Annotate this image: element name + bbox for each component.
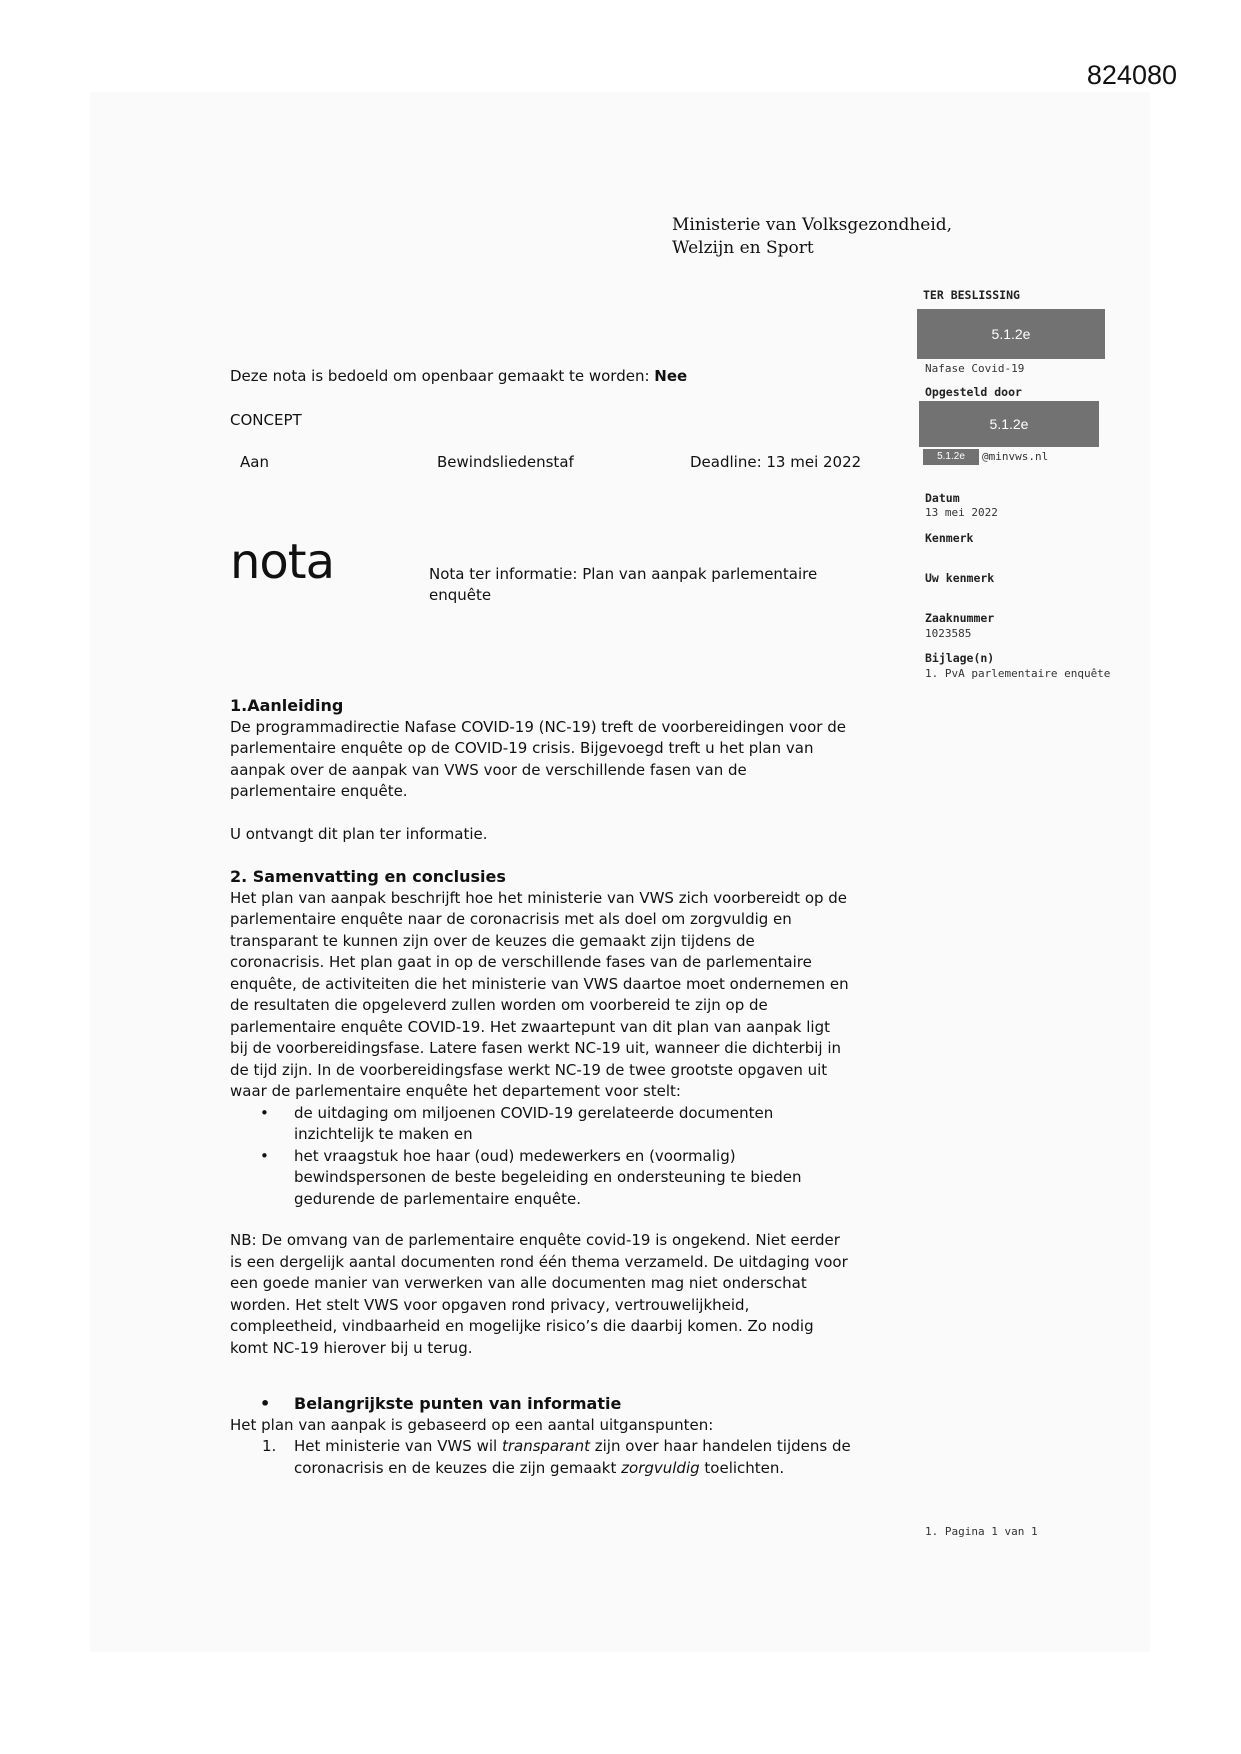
ministry-line-2: Welzijn en Sport [672, 238, 814, 258]
public-notice-value: Nee [654, 367, 688, 385]
text-line: inzichtelijk te maken en [294, 1125, 473, 1143]
text-line: komt NC-19 hierover bij u terug. [230, 1338, 473, 1357]
text-fragment: toelichten. [699, 1458, 785, 1477]
department-value: Nafase Covid-19 [925, 362, 1025, 375]
deadline: Deadline: 13 mei 2022 [690, 453, 862, 471]
redaction-box-1: 5.1.2e [917, 309, 1105, 359]
text-line: parlementaire enquête. [230, 782, 408, 800]
section-2-bullets [230, 1103, 910, 1211]
subject-line-2: enquête [429, 586, 492, 604]
to-label: Aan [240, 453, 269, 471]
list-number: 1. [262, 1437, 277, 1455]
reference-label: Kenmerk [925, 531, 974, 545]
section-1-paragraph [230, 717, 910, 803]
list-item [230, 1103, 910, 1146]
prepared-by-label: Opgesteld door [925, 385, 1022, 399]
section-3-numbered-list [230, 1436, 910, 1479]
section-samenvatting [230, 866, 910, 1210]
ministry-line-1: Ministerie van Volksgezondheid, [672, 215, 953, 235]
section-belangrijkste-punten [230, 1393, 910, 1479]
section-3-heading: • Belangrijkste punten van informatie [230, 1393, 910, 1415]
text-line: bij de voorbereidingsfase. Latere fasen werkt NC-19 uit, wanneer die dichterbij in [230, 1039, 842, 1057]
text-line: waar de parlementaire enquête het departement voor stelt: [230, 1082, 681, 1100]
list-item [230, 1146, 910, 1211]
text-line: Het plan van aanpak beschrijft hoe het ministerie van VWS zich voorbereidt op de [230, 888, 848, 907]
ministry-logo-text [672, 214, 952, 260]
text-line: gedurende de parlementaire enquête. [294, 1189, 581, 1208]
attachments-value: 1. PvA parlementaire enquête [925, 667, 1111, 680]
text-line: het vraagstuk hoe haar (oud) medewerkers en (voormalig) [294, 1146, 736, 1165]
page-of: van [1004, 1525, 1025, 1538]
nota-heading: nota [230, 534, 335, 590]
section-aanleiding [230, 695, 910, 846]
subject-line-1: Nota ter informatie: Plan van aanpak parlementaire [429, 565, 818, 583]
text-line: transparant te kunnen zijn over de keuzes die gemaakt zijn tijdens de [230, 931, 755, 950]
text-fragment: Het ministerie van VWS wil [294, 1437, 502, 1455]
nb-paragraph [230, 1230, 910, 1359]
date-value: 13 mei 2022 [925, 506, 998, 519]
redaction-box-3: 5.1.2e [923, 449, 979, 465]
section-1-note: U ontvangt dit plan ter informatie. [230, 825, 488, 843]
text-line: parlementaire enquête op de COVID-19 crisis. Bijgevoegd treft u het plan van [230, 739, 814, 757]
status-label: TER BESLISSING [923, 288, 1020, 302]
section-2-heading: 2. Samenvatting en conclusies [230, 867, 506, 886]
page-prefix: 1. Pagina [925, 1525, 985, 1538]
case-number-label: Zaaknummer [925, 611, 995, 625]
text-line: een goede manier van verwerken van alle documenten mag niet onderschat [230, 1274, 807, 1292]
text-line: de uitdaging om miljoenen COVID-19 gerelateerde documenten [294, 1103, 774, 1122]
section-3-heading-list [230, 1393, 910, 1415]
public-notice-text: Deze nota is bedoeld om openbaar gemaakt te worden: [230, 367, 650, 385]
page-total: 1 [1030, 1525, 1038, 1538]
text-line: de tijd zijn. In de voorbereidingsfase werkt NC-19 de twee grootste opgaven uit [230, 1060, 828, 1079]
text-line: is een dergelijk aantal documenten rond één thema verzameld. De uitdaging voor [230, 1252, 848, 1271]
case-number-value: 1023585 [925, 627, 972, 640]
to-value: Bewindsliedenstaf [437, 453, 574, 471]
attachments-label: Bijlage(n) [925, 651, 995, 665]
public-notice [230, 367, 687, 385]
text-line: parlementaire enquête naar de coronacrisis met als doel om zorgvuldig en [230, 910, 792, 928]
text-line: NB: De omvang van de parlementaire enquête covid-19 is ongekend. Niet eerder [230, 1231, 840, 1249]
text-line: aanpak over de aanpak van VWS voor de verschillende fasen van de [230, 760, 747, 779]
date-label: Datum [925, 491, 960, 505]
section-3-intro: Het plan van aanpak is gebaseerd op een aantal uitganspunten: [230, 1415, 714, 1434]
concept-label: CONCEPT [230, 411, 302, 429]
subject [429, 564, 817, 606]
emphasis-text: transparant [501, 1437, 590, 1455]
page-indicator [925, 1525, 1038, 1538]
text-fragment: zijn over haar handelen tijdens de [590, 1437, 851, 1455]
email-suffix: @minvws.nl [982, 450, 1049, 463]
your-reference-label: Uw kenmerk [925, 571, 995, 585]
text-line: coronacrisis. Het plan gaat in op de verschillende fases van de parlementaire [230, 953, 812, 971]
text-line: De programmadirectie Nafase COVID-19 (NC-19) treft de voorbereidingen voor de [230, 717, 846, 736]
text-line: enquête, de activiteiten die het ministerie van VWS daartoe moet ondernemen en [230, 974, 849, 993]
text-line: worden. Het stelt VWS voor opgaven rond privacy, vertrouwelijkheid, [230, 1295, 750, 1314]
text-line: bewindspersonen de beste begeleiding en ondersteuning te bieden [294, 1168, 802, 1186]
text-line: compleetheid, vindbaarheid en mogelijke risico’s die daarbij komen. Zo nodig [230, 1317, 814, 1335]
text-line: parlementaire enquête COVID-19. Het zwaartepunt van dit plan van aanpak ligt [230, 1017, 830, 1036]
redaction-box-2: 5.1.2e [919, 401, 1099, 447]
emphasis-text: zorgvuldig [621, 1458, 700, 1477]
text-fragment: coronacrisis en de keuzes die zijn gemaakt [294, 1458, 622, 1477]
text-line: de resultaten die opgeleverd zullen worden om voorbereid te zijn op de [230, 996, 768, 1014]
nb-text [230, 1230, 910, 1359]
document-number: 824080 [1086, 60, 1177, 90]
section-1-heading: 1.Aanleiding [230, 696, 344, 715]
list-item [230, 1436, 910, 1479]
page-current: 1 [991, 1525, 998, 1538]
section-2-paragraph [230, 888, 910, 1103]
